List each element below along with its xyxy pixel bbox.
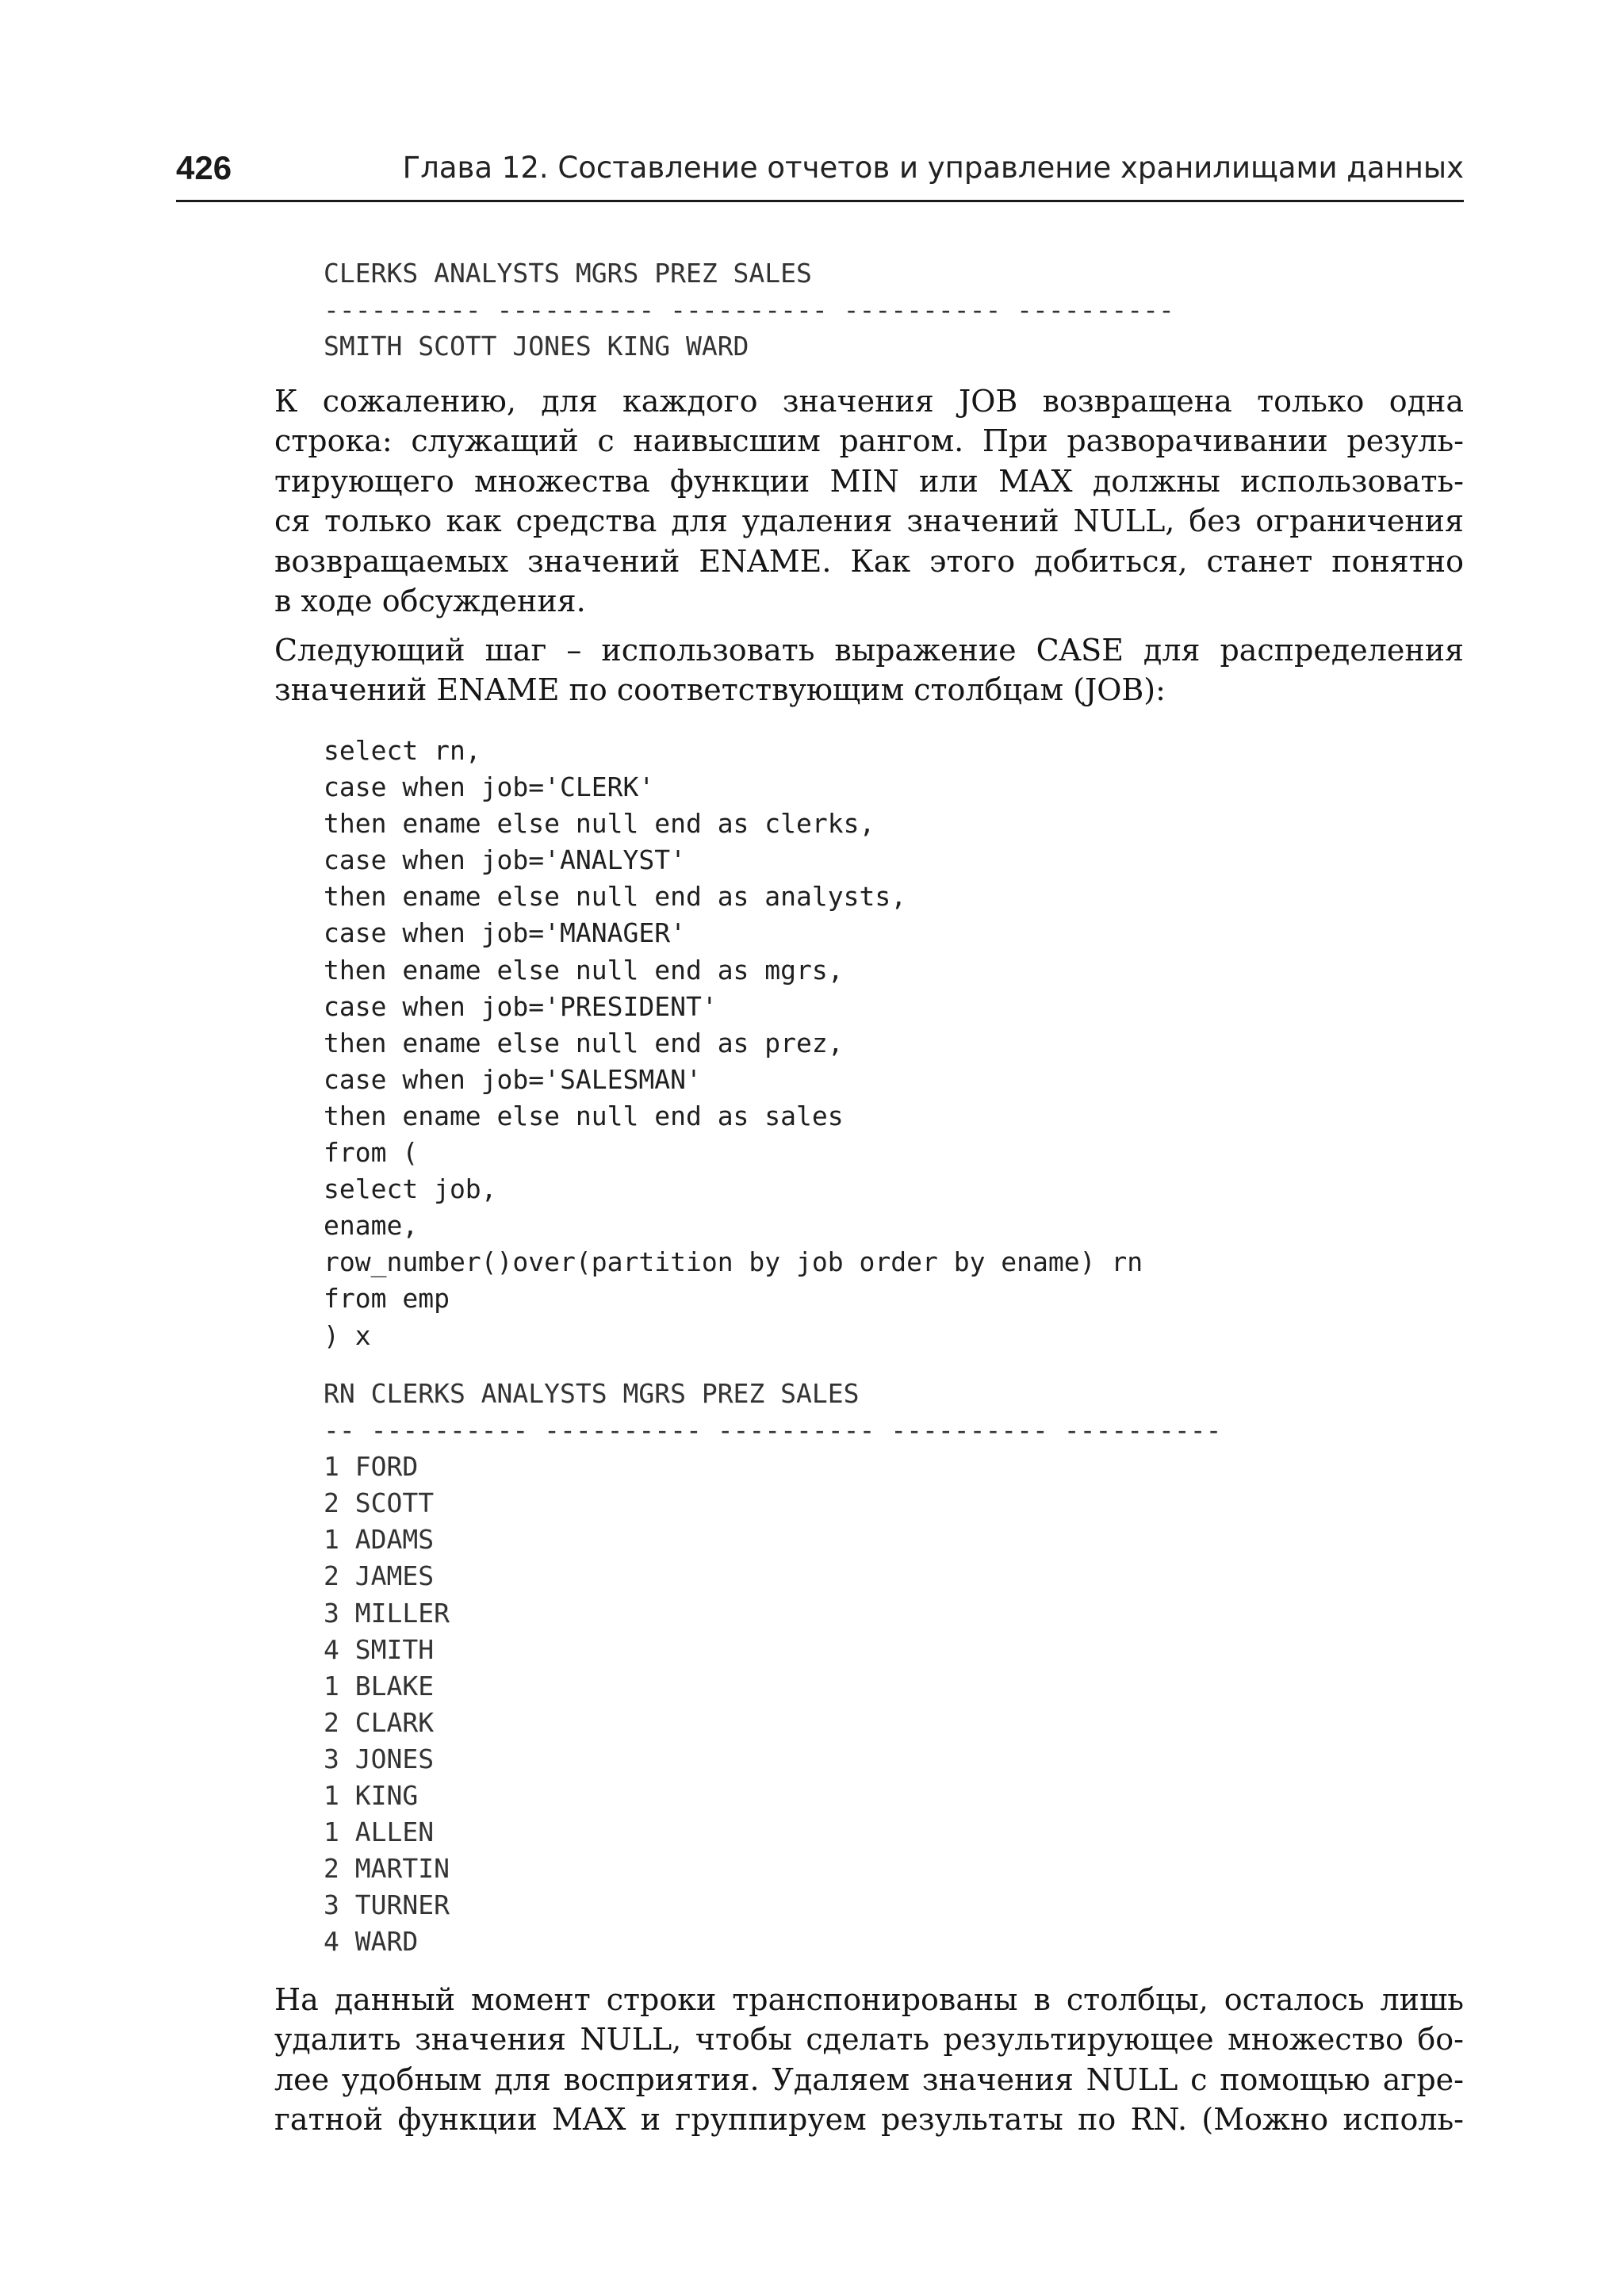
first-query-output <box>324 255 1174 365</box>
paragraph-2 <box>274 630 1464 710</box>
output-line: 4 WARD <box>324 1926 419 1958</box>
code-line: case when job='SALESMAN' <box>324 1063 702 1095</box>
text-line: ся только как средства для удаления значений NULL, без ограничения <box>274 503 1464 539</box>
output-line: 1 ADAMS <box>324 1524 435 1556</box>
code-line: from ( <box>324 1137 419 1169</box>
output-line: 4 SMITH <box>324 1633 435 1665</box>
text-line: гатной функции MAX и группируем результаты по RN. (Можно исполь- <box>274 2102 1464 2138</box>
code-line: from emp <box>324 1283 450 1315</box>
text-line: К сожалению, для каждого значения JOB возвращена только одна <box>274 384 1464 419</box>
code-line: then ename else null end as mgrs, <box>324 954 844 986</box>
text-line: Следующий шаг – использовать выражение CASE для распределения <box>274 633 1464 668</box>
page-header <box>176 144 1464 202</box>
output-line: 2 SCOTT <box>324 1487 435 1519</box>
output-line: 1 ALLEN <box>324 1816 435 1848</box>
sql-code-block <box>324 733 1143 1354</box>
code-line: row_number()over(partition by job order by ename) rn <box>324 1246 1143 1278</box>
output-line: 2 MARTIN <box>324 1853 450 1885</box>
text-line: На данный момент строки транспонированы в столбцы, осталось лишь <box>274 1982 1464 2017</box>
page-number: 426 <box>176 149 232 186</box>
output-line: RN CLERKS ANALYSTS MGRS PREZ SALES <box>324 1378 860 1409</box>
text-line: возвращаемых значений ENAME. Как этого добиться, станет понятно <box>274 543 1464 579</box>
code-line: select job, <box>324 1173 497 1205</box>
paragraph-3 <box>274 1980 1464 2140</box>
code-line: case when job='MANAGER' <box>324 917 686 949</box>
text-line: тирующего множества функции MIN или MAX должны использовать- <box>274 463 1464 499</box>
output-line: 3 MILLER <box>324 1597 450 1629</box>
code-line: case when job='PRESIDENT' <box>324 990 718 1022</box>
output-line: 1 FORD <box>324 1451 419 1483</box>
code-line: then ename else null end as clerks, <box>324 808 875 840</box>
text-line: в ходе обсуждения. <box>274 584 586 619</box>
output-line: CLERKS ANALYSTS MGRS PREZ SALES <box>324 258 812 289</box>
running-head: Глава 12. Составление отчетов и управление хранилищами данных <box>402 151 1464 185</box>
output-line: SMITH SCOTT JONES KING WARD <box>324 331 749 362</box>
output-line: -- ---------- ---------- ---------- ---------- ---------- <box>324 1414 1222 1446</box>
output-line: 2 JAMES <box>324 1560 435 1592</box>
text-line: строка: служащий с наивысшим рангом. При разворачивании резуль- <box>274 423 1464 459</box>
text-line: лее удобным для восприятия. Удаляем значения NULL с помощью агре- <box>274 2061 1464 2097</box>
output-line: 3 JONES <box>324 1743 435 1774</box>
code-line: ) x <box>324 1319 371 1351</box>
output-line: 1 BLAKE <box>324 1670 435 1702</box>
output-line: ---------- ---------- ---------- ---------- ---------- <box>324 294 1174 326</box>
output-line: 3 TURNER <box>324 1889 450 1921</box>
code-line: then ename else null end as analysts, <box>324 881 907 913</box>
text-line: значений ENAME по соответствующим столбцам (JOB): <box>274 672 1166 708</box>
paragraph-1 <box>274 381 1464 621</box>
output-line: 1 KING <box>324 1780 419 1812</box>
code-line: case when job='ANALYST' <box>324 844 686 876</box>
code-line: select rn, <box>324 735 481 766</box>
code-line: then ename else null end as prez, <box>324 1027 844 1058</box>
text-line: удалить значения NULL, чтобы сделать результирующее множество бо- <box>274 2022 1464 2058</box>
code-line: then ename else null end as sales <box>324 1100 844 1131</box>
code-line: case when job='CLERK' <box>324 771 655 803</box>
output-line: 2 CLARK <box>324 1706 435 1738</box>
second-query-output <box>324 1376 1221 1961</box>
code-line: ename, <box>324 1210 419 1242</box>
